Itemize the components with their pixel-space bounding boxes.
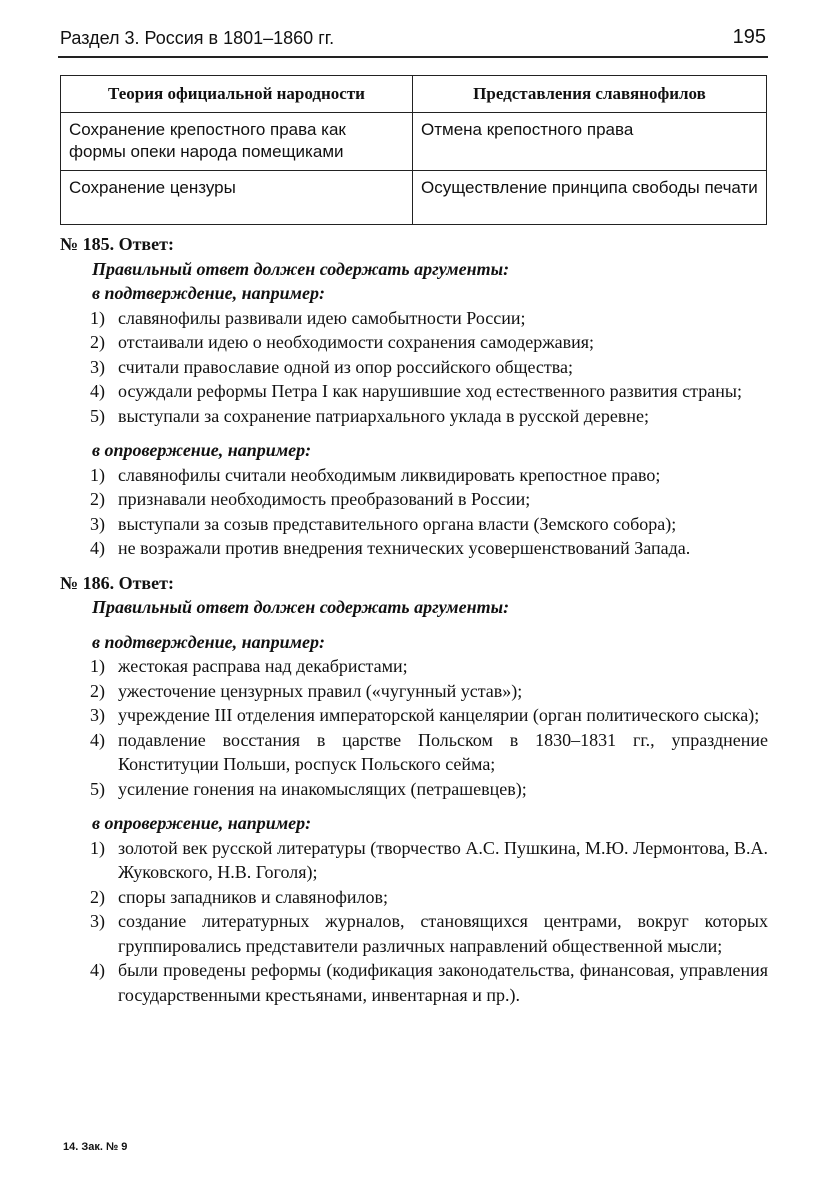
page-number: 195: [732, 26, 766, 48]
table-row: [61, 113, 767, 171]
table-cell: Отмена крепостного права: [413, 113, 767, 171]
question-186-refute-list: [60, 836, 768, 1008]
list-item: 3) учреждение III отделения императорской канцелярии (орган политического сыска);: [90, 705, 760, 725]
page-header: [58, 22, 768, 58]
table-header-cell: Представления славянофилов: [413, 76, 767, 113]
list-item: 4) подавление восстания в царстве Польском в 1830–1831 гг., упразднение Конституции Польши, роспуск Польского сейма;: [90, 729, 768, 774]
list-item: 3) считали православие одной из опор российского общества;: [90, 356, 573, 377]
footer-note: 14. Зак. № 9: [63, 1141, 128, 1153]
table-header-cell: Теория официальной народности: [61, 76, 413, 113]
list-item: 4) не возражали против внедрения технических усовершенствований Запада.: [90, 538, 691, 558]
question-186-title: № 186. Ответ:: [60, 572, 174, 593]
question-186-confirm-label: в подтверждение, например:: [92, 631, 325, 652]
list-item: 2) ужесточение цензурных правил («чугунный устав»);: [90, 680, 523, 701]
question-185-confirm-list: [60, 306, 768, 429]
question-185-title: № 185. Ответ:: [60, 234, 174, 254]
list-item: 3) создание литературных журналов, становящихся центрами, вокруг которых группировались представители различных направлений общественной мысли;: [90, 911, 768, 956]
question-185-intro: Правильный ответ должен содержать аргументы:: [92, 258, 510, 279]
question-185-refute-list: [60, 463, 768, 561]
question-185-refute-label: в опровержение, например:: [92, 440, 312, 460]
list-item: 4) были проведены реформы (кодификация законодательства, финансовая, управления государственными крестьянами, инвентарная и пр.).: [90, 960, 768, 1005]
list-item: 2) отстаивали идею о необходимости сохранения самодержавия;: [90, 332, 595, 352]
table-cell: Осуществление принципа свободы печати: [413, 171, 767, 225]
list-item: 1) жестокая расправа над декабристами;: [90, 656, 408, 676]
list-item: 1) славянофилы развивали идею самобытности России;: [90, 307, 526, 328]
list-item: 2) признавали необходимость преобразований в России;: [90, 489, 531, 509]
list-item: 4) осуждали реформы Петра I как нарушившие ход естественного развития страны;: [90, 381, 742, 401]
list-item: 1) славянофилы считали необходимым ликвидировать крепостное право;: [90, 464, 661, 485]
list-item: 3) выступали за созыв представительного органа власти (Земского собора);: [90, 513, 677, 534]
question-186-confirm-list: [60, 654, 768, 801]
question-185-confirm-label: в подтверждение, например:: [92, 283, 325, 303]
list-item: 1) золотой век русской литературы (творчество А.С. Пушкина, М.Ю. Лермонтова, В.А. Жуковского, Н.В. Гоголя);: [90, 837, 768, 882]
list-item: 2) споры западников и славянофилов;: [90, 886, 388, 907]
question-186-refute-label: в опровержение, например:: [92, 813, 312, 833]
table-cell: Сохранение цензуры: [61, 171, 413, 225]
comparison-table: [60, 75, 767, 225]
list-item: 5) усиление гонения на инакомыслящих (петрашевцев);: [90, 778, 527, 799]
answers-content: [60, 232, 768, 1007]
table-header-row: [61, 76, 767, 113]
question-186-intro: Правильный ответ должен содержать аргументы:: [92, 597, 510, 617]
table-row: [61, 171, 767, 225]
table-cell: Сохранение крепостного права как формы опеки народа помещиками: [61, 113, 413, 171]
section-title: Раздел 3. Россия в 1801–1860 гг.: [60, 28, 335, 48]
list-item: 5) выступали за сохранение патриархального уклада в русской деревне;: [90, 405, 649, 426]
